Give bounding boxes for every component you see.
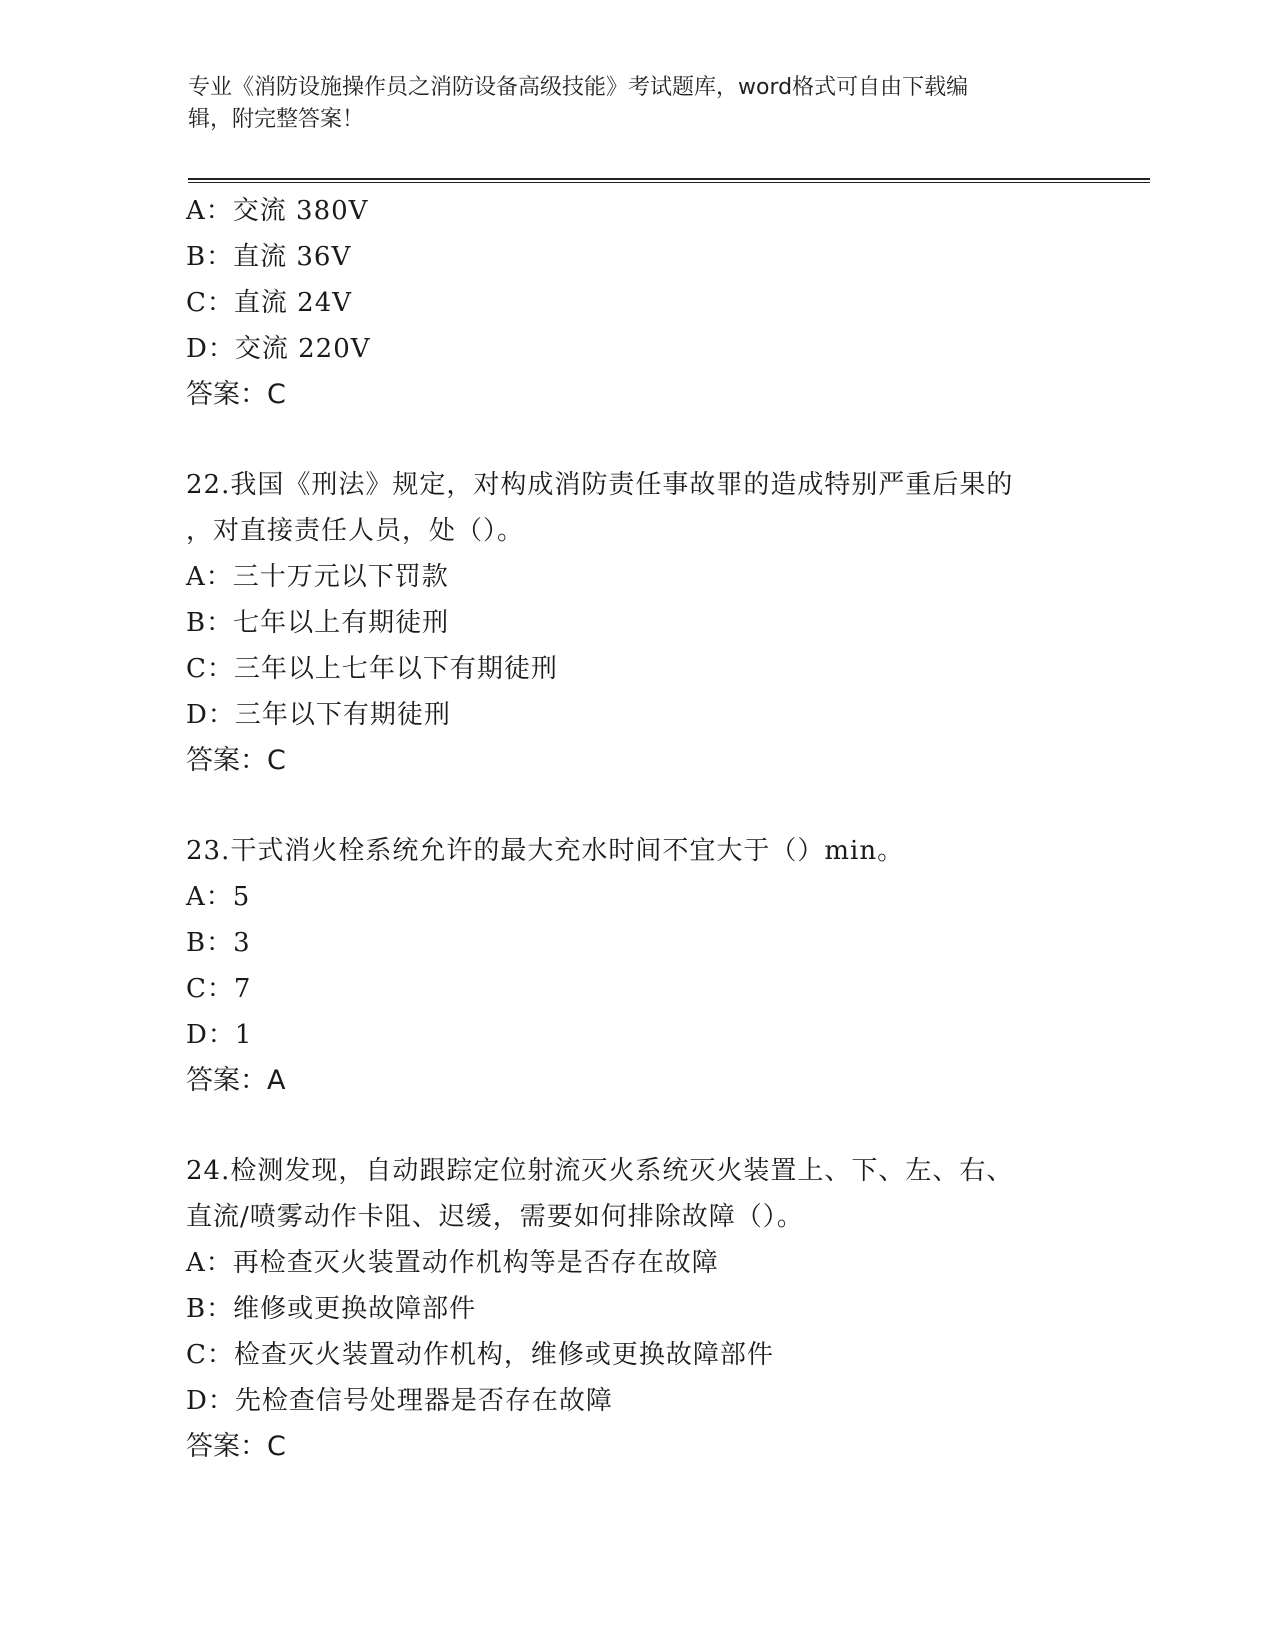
option-c: C：直流 24V	[186, 288, 353, 318]
spacer	[186, 1104, 1086, 1148]
option-c: C：检查灭火装置动作机构，维修或更换故障部件	[186, 1340, 774, 1370]
spacer	[186, 418, 1086, 462]
option-b: B：3	[186, 928, 251, 958]
question-24	[186, 1148, 1086, 1470]
option-b: B：维修或更换故障部件	[186, 1294, 477, 1324]
header-line-2: 辑，附完整答案！	[188, 107, 365, 132]
question-23	[186, 828, 1086, 1104]
option-c: C：7	[186, 974, 252, 1004]
option-d: D：1	[186, 1020, 253, 1050]
document-header	[188, 72, 1068, 136]
answer-line: 答案：C	[186, 1431, 286, 1462]
option-a: A：5	[186, 882, 251, 912]
option-a: A：再检查灭火装置动作机构等是否存在故障	[186, 1248, 719, 1278]
option-c: C：三年以上七年以下有期徒刑	[186, 654, 558, 684]
question-list	[186, 188, 1086, 1470]
answer-line: 答案：C	[186, 745, 286, 776]
answer-line: 答案：C	[186, 379, 286, 410]
question-stem-line-2: ，对直接责任人员，处（）。	[186, 516, 525, 546]
spacer	[186, 784, 1086, 828]
option-d: D：交流 220V	[186, 334, 371, 364]
option-a: A：三十万元以下罚款	[186, 562, 449, 592]
option-d: D：三年以下有期徒刑	[186, 700, 451, 730]
question-21	[186, 188, 1086, 418]
question-stem-line-1: 24.检测发现，自动跟踪定位射流灭火系统灭火装置上、下、左、右、	[186, 1156, 1014, 1186]
header-line-1: 专业《消防设施操作员之消防设备高级技能》考试题库，word格式可自由下载编	[188, 75, 969, 100]
question-stem-line-1: 23.干式消火栓系统允许的最大充水时间不宜大于（）min。	[186, 836, 905, 866]
option-b: B：七年以上有期徒刑	[186, 608, 450, 638]
header-divider	[188, 178, 1150, 183]
question-stem-line-2: 直流/喷雾动作卡阻、迟缓，需要如何排除故障（）。	[186, 1202, 804, 1232]
option-a: A：交流 380V	[186, 196, 369, 226]
answer-line: 答案：A	[186, 1065, 286, 1096]
option-d: D：先检查信号处理器是否存在故障	[186, 1386, 613, 1416]
question-stem-line-1: 22.我国《刑法》规定，对构成消防责任事故罪的造成特别严重后果的	[186, 470, 1014, 500]
option-b: B：直流 36V	[186, 242, 352, 272]
question-22	[186, 462, 1086, 784]
